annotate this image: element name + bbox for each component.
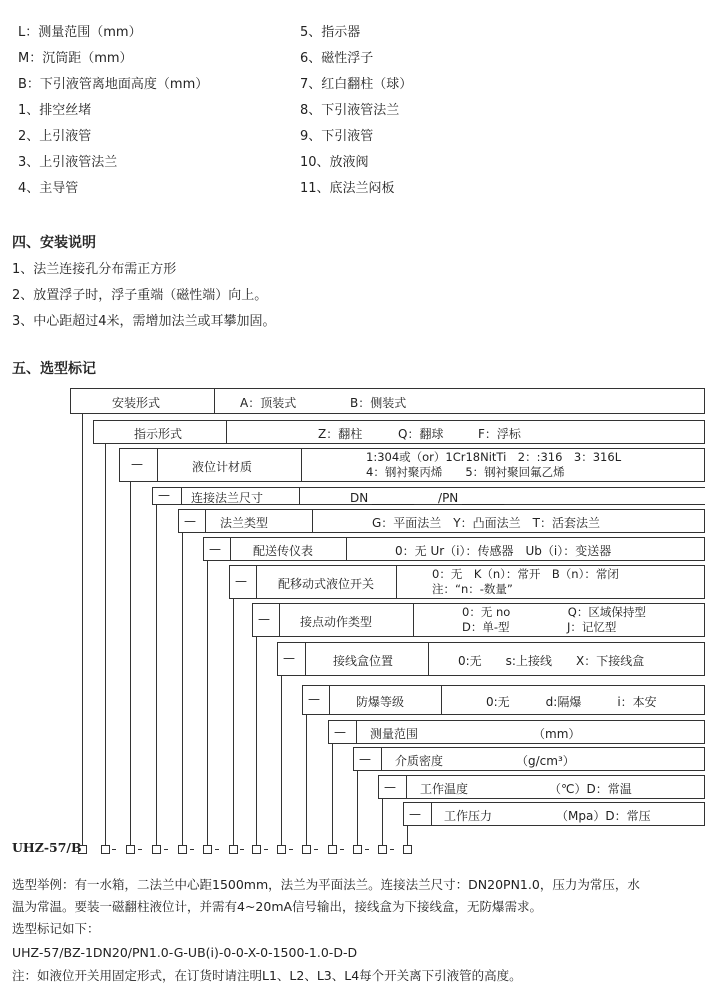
dash-mark: — xyxy=(131,457,143,471)
dash-mark: — xyxy=(258,612,270,626)
example-code: UHZ-57/BZ-1DN20/PN1.0-G-UB(i)-0-0-X-0-1500-1.0-D-D xyxy=(12,945,358,960)
code-slot xyxy=(328,845,337,854)
legend-item: 2、上引液管 xyxy=(18,129,92,144)
row-label: 接线盒位置 xyxy=(333,654,394,668)
row-label: 连接法兰尺寸 xyxy=(191,491,264,505)
code-slot xyxy=(229,845,238,854)
code-slot xyxy=(203,845,212,854)
row-option: Q：翻球 xyxy=(398,427,444,441)
code-slot xyxy=(152,845,161,854)
row-option: 1:304或（or）1Cr18NitTi 2：:316 3：316L xyxy=(366,450,622,464)
example-text: 温为常温。要装一磁翻柱液位计，并需有4~20mA信号输出，接线盒为下接线盒，无防爆需求。 xyxy=(12,899,543,914)
row-option: 0:无 s:上接线 X：下接线盒 xyxy=(458,654,645,668)
model-code: UHZ-57/B xyxy=(12,840,82,855)
legend-item: B：下引液管离地面高度（mm） xyxy=(18,77,209,92)
row-option: 0：无 Ur（i）：传感器 Ub（i）：变送器 xyxy=(395,544,612,558)
row-option: 0:无 d:隔爆 i：本安 xyxy=(486,695,657,709)
legend-item: M：沉筒距（mm） xyxy=(18,51,133,66)
legend-left xyxy=(18,20,208,202)
row-option: A：顶装式 xyxy=(240,396,297,410)
code-slot xyxy=(126,845,135,854)
row-label: 介质密度 xyxy=(395,754,444,768)
legend-item: 4、主导管 xyxy=(18,181,79,196)
code-slot xyxy=(353,845,362,854)
row-option: 0：无 K（n）：常开 B（n）：常闭 xyxy=(432,567,619,581)
dash-mark: — xyxy=(283,651,295,665)
row-label: 工作温度 xyxy=(420,782,469,796)
section-title-install: 四、安装说明 xyxy=(12,235,96,251)
row-label: 工作压力 xyxy=(444,809,493,823)
example-text: 选型标记如下： xyxy=(12,921,100,936)
code-slot xyxy=(378,845,387,854)
code-slot xyxy=(178,845,187,854)
row-option: （℃）D：常温 xyxy=(549,782,632,796)
code-slot xyxy=(403,845,412,854)
row-label: 安装形式 xyxy=(112,396,161,410)
legend-item: 3、上引液管法兰 xyxy=(18,155,118,170)
code-slot xyxy=(252,845,261,854)
row-option: （Mpa）D：常压 xyxy=(556,809,651,823)
legend-item: 1、排空丝堵 xyxy=(18,103,92,118)
dash-mark: — xyxy=(209,542,221,556)
row-option: 4：钢衬聚丙烯 5：钢衬聚回氟乙烯 xyxy=(366,465,565,479)
row-option: 0：无 no Q：区域保持型 xyxy=(462,605,646,619)
legend-item: 11、底法兰闷板 xyxy=(300,181,395,196)
row-label: 配送传仪表 xyxy=(253,544,314,558)
install-note: 3、中心距超过4米，需增加法兰或耳攀加固。 xyxy=(12,314,276,329)
legend-item: 6、磁性浮子 xyxy=(300,51,374,66)
dash-mark: — xyxy=(334,725,346,739)
legend-item: 5、指示器 xyxy=(300,25,361,40)
example-note: 注：如液位开关用固定形式，在订货时请注明L1、L2、L3、L4每个开关离下引液管的高度。 xyxy=(12,968,522,983)
row-option: B：侧装式 xyxy=(350,396,407,410)
row-label: 液位计材质 xyxy=(192,460,253,474)
dash-mark: — xyxy=(359,752,371,766)
dash-mark: — xyxy=(384,780,396,794)
dash-mark: — xyxy=(184,514,196,528)
dash-mark: — xyxy=(308,692,320,706)
legend-item: L：测量范围（mm） xyxy=(18,25,142,40)
row-option: D：单-型 J：记忆型 xyxy=(462,620,617,634)
row-label: 配移动式液位开关 xyxy=(278,577,375,591)
dash-mark: — xyxy=(235,574,247,588)
code-slot xyxy=(302,845,311,854)
row-label: 防爆等级 xyxy=(356,695,405,709)
section-title-selection: 五、选型标记 xyxy=(12,361,96,377)
row-label: 指示形式 xyxy=(134,427,183,441)
install-note: 1、法兰连接孔分布需正方形 xyxy=(12,262,177,277)
row-option: F：浮标 xyxy=(478,427,521,441)
code-slot xyxy=(78,845,87,854)
row-option: DN _______ /PN _______ xyxy=(350,491,505,505)
row-option: Z：翻柱 xyxy=(318,427,363,441)
example-text: 选型举例：有一水箱，二法兰中心距1500mm，法兰为平面法兰。连接法兰尺寸：DN20PN1.0，压力为常压，水 xyxy=(12,877,640,892)
row-option: （mm） xyxy=(533,727,581,741)
install-note: 2、放置浮子时，浮子重端（磁性端）向上。 xyxy=(12,288,268,303)
row-label: 测量范围 xyxy=(370,727,419,741)
legend-item: 7、红白翻柱（球） xyxy=(300,77,413,92)
legend-item: 10、放液阀 xyxy=(300,155,369,170)
code-slot xyxy=(101,845,110,854)
legend-item: 9、下引液管 xyxy=(300,129,374,144)
row-label: 接点动作类型 xyxy=(300,615,373,629)
row-label: 法兰类型 xyxy=(220,516,269,530)
row-option: 注：“n：-数量” xyxy=(432,582,513,596)
dash-mark: — xyxy=(409,807,421,821)
code-slot xyxy=(277,845,286,854)
dash-mark: — xyxy=(158,488,170,502)
row-option: （g/cm³） xyxy=(516,754,575,768)
legend-item: 8、下引液管法兰 xyxy=(300,103,400,118)
legend-right xyxy=(300,20,412,202)
row-option: G：平面法兰 Y：凸面法兰 T：活套法兰 xyxy=(372,516,600,530)
